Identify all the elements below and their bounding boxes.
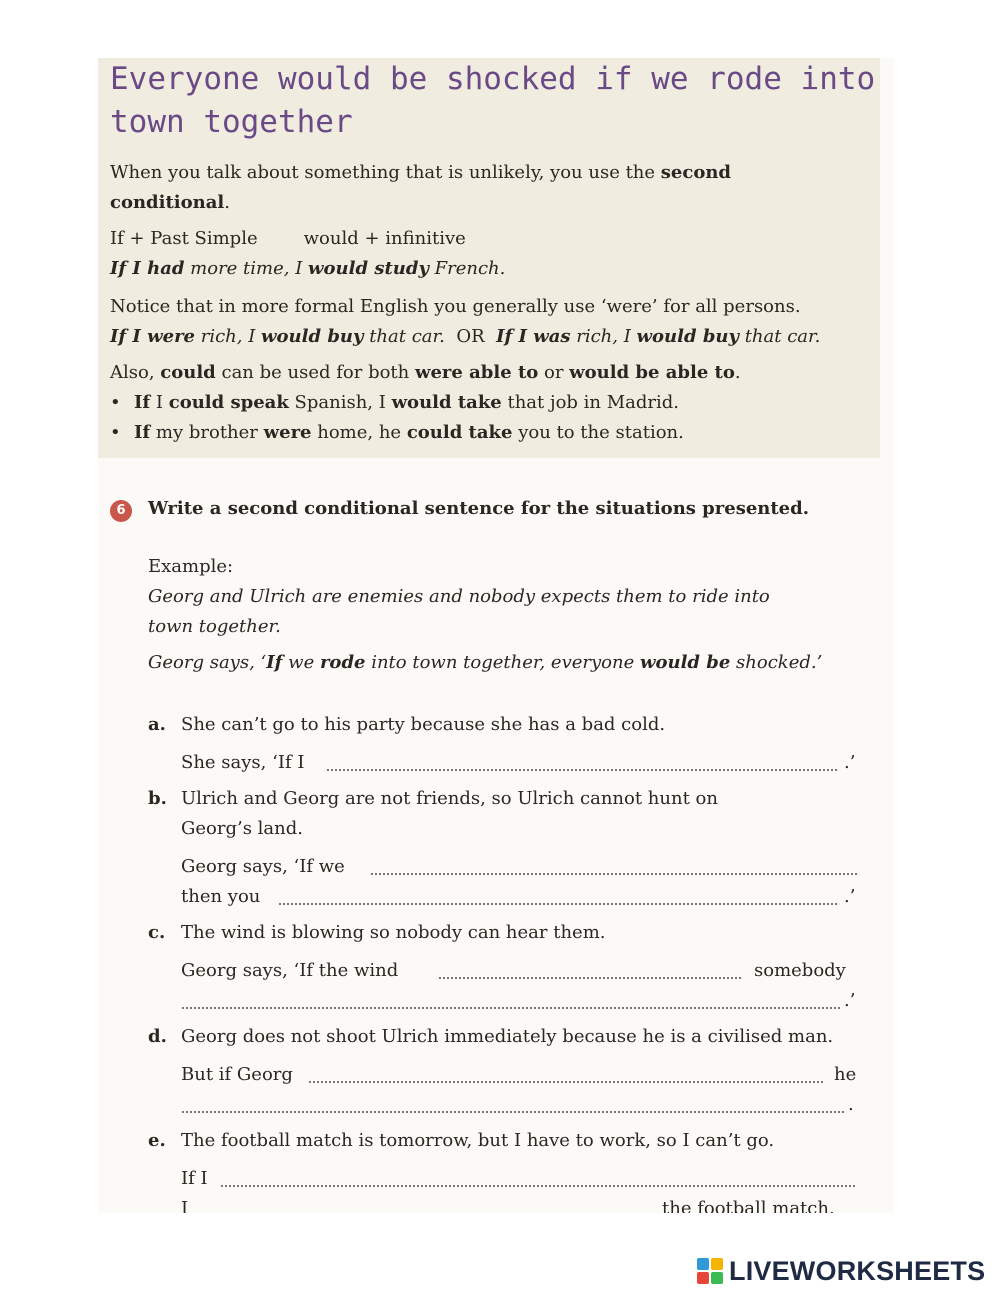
- logo-square: [711, 1272, 723, 1284]
- exercise-number-badge: 6: [110, 500, 132, 522]
- example-answer-text: Georg says, ‘: [148, 652, 267, 673]
- item-label: a.: [148, 714, 166, 735]
- example-text: rich, I: [195, 326, 262, 347]
- intro-text-bold: second: [660, 162, 732, 183]
- liveworksheets-logo-icon: [697, 1258, 723, 1284]
- intro-text: When you talk about something that is unlikely, you use the: [110, 162, 661, 183]
- notice-line: Notice that in more formal English you generally use ‘were’ for all persons.: [110, 296, 801, 317]
- item-d-answer-blank-2[interactable]: [181, 1111, 845, 1113]
- bullet-text: home, he: [311, 422, 407, 443]
- item-b-answer-end: .’: [844, 886, 856, 907]
- item-e-answer-prefix-2: I: [181, 1198, 189, 1213]
- intro-line-1: [110, 162, 731, 183]
- example-bold: If I was: [496, 326, 571, 347]
- bullet-item-1: [110, 392, 679, 413]
- item-c-answer-blank-2[interactable]: [181, 1007, 841, 1009]
- item-c-answer-end: .’: [844, 990, 856, 1011]
- example-line-2: [110, 326, 820, 347]
- bullet-bold: were: [263, 422, 312, 443]
- example-line-1: [110, 258, 505, 279]
- item-a-answer-blank[interactable]: [326, 769, 838, 771]
- also-text: can be used for both: [215, 362, 415, 383]
- item-a-answer-end: .’: [844, 752, 856, 773]
- example-label: Example:: [148, 556, 234, 577]
- item-label: b.: [148, 788, 167, 809]
- example-bold: would study: [308, 258, 429, 279]
- also-line: [110, 362, 741, 383]
- bullet-icon: •: [110, 422, 121, 443]
- item-d-answer-prefix: But if Georg: [181, 1064, 293, 1085]
- or-text: OR: [444, 326, 497, 347]
- item-e-answer-end: the football match.: [662, 1198, 835, 1213]
- item-text: The wind is blowing so nobody can hear them.: [181, 922, 606, 943]
- intro-text: .: [224, 192, 230, 213]
- formula-right: would + infinitive: [303, 228, 466, 249]
- bullet-bold: If: [134, 422, 151, 443]
- item-a-answer-prefix: She says, ‘If I: [181, 752, 305, 773]
- item-e-answer-blank-1[interactable]: [220, 1185, 856, 1187]
- item-text: The football match is tomorrow, but I have to work, so I can’t go.: [181, 1130, 775, 1151]
- example-text: rich, I: [570, 326, 637, 347]
- exercise-instruction: Write a second conditional sentence for the situations presented.: [148, 498, 809, 519]
- liveworksheets-brand[interactable]: [697, 1255, 997, 1287]
- example-situation-line-2: town together.: [148, 616, 281, 637]
- formula-left: If + Past Simple: [110, 228, 258, 249]
- also-text: .: [734, 362, 741, 383]
- item-a-prompt: [148, 714, 665, 735]
- bullet-text: my brother: [150, 422, 264, 443]
- logo-square: [711, 1258, 723, 1270]
- example-text: that car.: [738, 326, 821, 347]
- worksheet-page: [98, 58, 894, 1213]
- bullet-bold: could speak: [168, 392, 289, 413]
- intro-line-2: [110, 192, 230, 213]
- item-c-answer-blank-1[interactable]: [438, 977, 742, 979]
- item-b-answer-prefix-1: Georg says, ‘If we: [181, 856, 345, 877]
- item-text: Georg does not shoot Ulrich immediately because he is a civilised man.: [181, 1026, 834, 1047]
- brand-name: LIVEWORKSHEETS: [729, 1255, 986, 1286]
- item-b-answer-blank-2[interactable]: [278, 903, 838, 905]
- item-text: Ulrich and Georg are not friends, so Ulrich cannot hunt on: [181, 788, 718, 809]
- example-bold: If I were: [110, 326, 195, 347]
- item-text: She can’t go to his party because she has a bad cold.: [181, 714, 666, 735]
- example-bold: would buy: [261, 326, 364, 347]
- item-b-prompt-2: Georg’s land.: [181, 818, 304, 839]
- bullet-bold: could take: [406, 422, 513, 443]
- also-text: or: [538, 362, 570, 383]
- item-label: c.: [148, 922, 166, 943]
- bullet-text: Spanish, I: [288, 392, 392, 413]
- item-label: d.: [148, 1026, 167, 1047]
- example-answer: [148, 652, 822, 673]
- example-text: more time, I: [184, 258, 309, 279]
- item-d-answer-blank-1[interactable]: [308, 1081, 824, 1083]
- item-d-answer-mid: he: [834, 1064, 857, 1085]
- formula-line: [110, 228, 466, 249]
- example-answer-bold: If: [266, 652, 283, 673]
- bullet-bold: would take: [391, 392, 502, 413]
- intro-text-bold: conditional: [110, 192, 225, 213]
- item-c-answer-prefix: Georg says, ‘If the wind: [181, 960, 399, 981]
- item-d-prompt: [148, 1026, 833, 1047]
- item-c-prompt: [148, 922, 606, 943]
- item-e-answer-prefix-1: If I: [181, 1168, 208, 1189]
- example-answer-bold: rode: [319, 652, 366, 673]
- bullet-icon: •: [110, 392, 121, 413]
- also-text: Also,: [110, 362, 161, 383]
- example-text: that car.: [363, 326, 445, 347]
- logo-square: [697, 1258, 709, 1270]
- bullet-text: I: [150, 392, 169, 413]
- item-label: e.: [148, 1130, 166, 1151]
- item-b-prompt-1: [148, 788, 718, 809]
- example-answer-text: into town together, everyone: [365, 652, 640, 673]
- example-bold: If I had: [110, 258, 185, 279]
- item-c-answer-mid: somebody: [754, 960, 846, 981]
- also-bold: could: [160, 362, 216, 383]
- bullet-bold: If: [134, 392, 151, 413]
- example-answer-text: shocked.’: [730, 652, 823, 673]
- page-title: Everyone would be shocked if we rode into town together: [110, 61, 876, 140]
- item-e-prompt: [148, 1130, 774, 1151]
- also-bold: were able to: [414, 362, 539, 383]
- item-b-answer-prefix-2: then you: [181, 886, 261, 907]
- example-text: French.: [428, 258, 506, 279]
- example-situation-line-1: Georg and Ulrich are enemies and nobody expects them to ride into: [148, 586, 770, 607]
- example-answer-text: we: [282, 652, 320, 673]
- item-b-answer-blank-1[interactable]: [370, 873, 858, 875]
- item-d-answer-end: .: [848, 1094, 854, 1115]
- also-bold: would be able to: [569, 362, 735, 383]
- bullet-text: that job in Madrid.: [501, 392, 680, 413]
- bullet-item-2: [110, 422, 684, 443]
- bullet-text: you to the station.: [512, 422, 684, 443]
- example-answer-bold: would be: [639, 652, 731, 673]
- logo-square: [697, 1272, 709, 1284]
- example-bold: would buy: [636, 326, 739, 347]
